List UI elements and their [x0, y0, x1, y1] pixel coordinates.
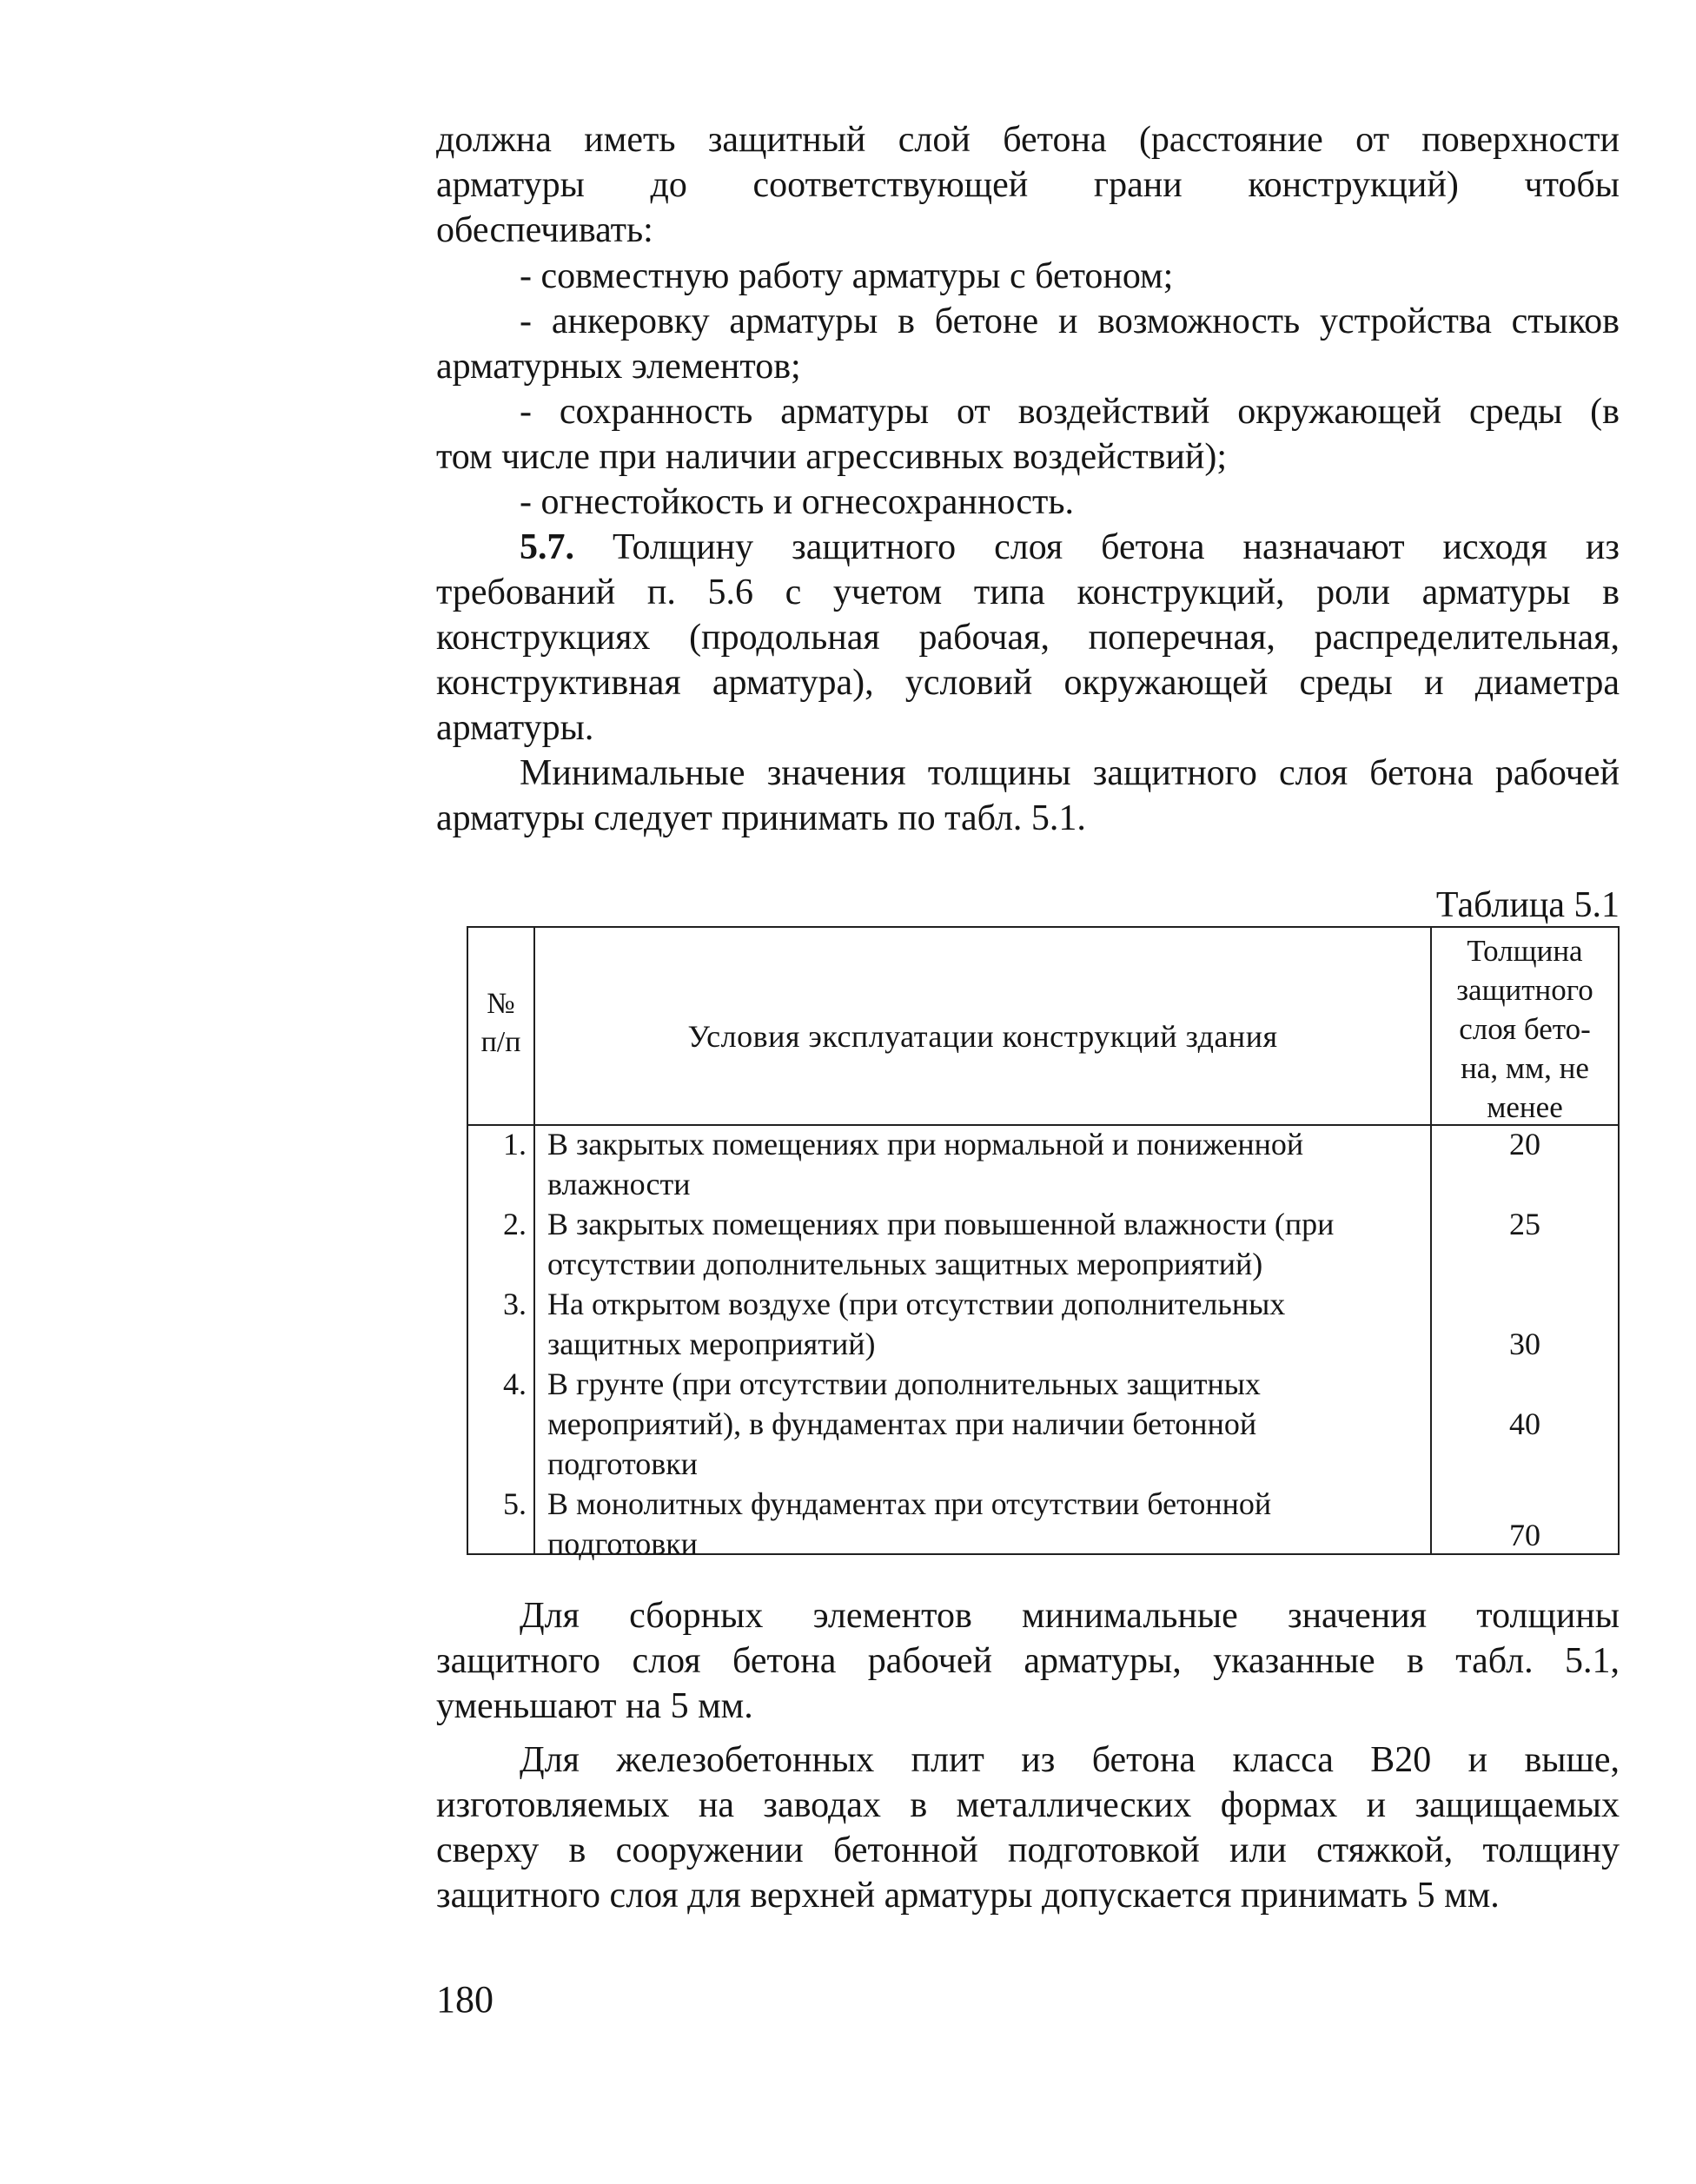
after-table-paragraphs [436, 1593, 1620, 1918]
section-text: Толщину защитного слоя бетона назначают исходя из [612, 527, 1620, 567]
section-number: 5.7. [520, 527, 574, 567]
list-item: - анкеровку арматуры в бетоне и возможность устройства стыков [520, 301, 1620, 341]
row-number: 2. [503, 1207, 527, 1241]
section-5-7-line [436, 525, 1620, 570]
header-number-line: № [487, 988, 515, 1020]
paragraph-line: защитного слоя бетона рабочей арматуры, указанные в табл. 5.1, [436, 1641, 1620, 1681]
min-values-line: арматуры следует принимать по табл. 5.1. [436, 798, 1086, 838]
row-number: 3. [503, 1287, 527, 1321]
row-number: 1. [503, 1127, 527, 1161]
row-condition-line: влажности [547, 1167, 691, 1201]
section-5-7-line: арматуры. [436, 708, 594, 748]
row-condition [535, 1364, 1430, 1484]
header-number-line: п/п [480, 1026, 521, 1058]
row-condition [535, 1284, 1430, 1364]
list-item: - совместную работу арматуры с бетоном; [520, 256, 1174, 296]
section-5-7-line: требований п. 5.6 с учетом типа конструкций, роли арматуры в [436, 572, 1620, 612]
page-number: 180 [436, 1978, 494, 2021]
protective-layer-table [467, 926, 1620, 1561]
intro-line: арматуры до соответствующей грани конструкций) чтобы [436, 165, 1620, 205]
list-item: - сохранность арматуры от воздействий окружающей среды (в [520, 392, 1620, 432]
row-condition-line: В закрытых помещениях при повышенной влажности (при [547, 1207, 1335, 1241]
paragraph-line: сверху в сооружении бетонной подготовкой или стяжкой, толщину [436, 1830, 1620, 1870]
row-thickness: 20 [1509, 1127, 1540, 1161]
paragraph-line: Для сборных элементов минимальные значения толщины [520, 1596, 1620, 1636]
row-condition-line: мероприятий), в фундаментах при наличии бетонной [547, 1406, 1257, 1441]
paragraph-line: изготовляемых на заводах в металлических формах и защищаемых [436, 1785, 1620, 1825]
row-number: 4. [503, 1367, 527, 1401]
paragraph-line: защитного слоя для верхней арматуры допускается принимать 5 мм. [436, 1876, 1500, 1916]
row-thickness: 40 [1509, 1406, 1540, 1441]
header-thickness-line: менее [1487, 1090, 1563, 1124]
row-condition-line: В монолитных фундаментах при отсутствии бетонной [547, 1486, 1272, 1521]
header-number [468, 985, 533, 1062]
header-thickness-line: слоя бето- [1459, 1012, 1591, 1046]
header-conditions: Условия эксплуатации конструкций здания [687, 1019, 1278, 1054]
row-condition-line: отсутствии дополнительных защитных мероприятий) [547, 1247, 1263, 1281]
row-thickness: 30 [1509, 1327, 1540, 1361]
intro-line: обеспечивать: [436, 210, 653, 250]
paragraph-line: уменьшают на 5 мм. [436, 1686, 753, 1726]
row-condition-line: подготовки [547, 1526, 698, 1561]
section-5-7-line: конструктивная арматура), условий окружающей среды и диаметра [436, 663, 1620, 703]
header-thickness-line: защитного [1456, 973, 1593, 1007]
row-condition-line: На открытом воздухе (при отсутствии дополнительных [547, 1287, 1286, 1321]
list-item-continuation: арматурных элементов; [436, 347, 801, 387]
intro-paragraph [436, 117, 1620, 253]
paragraph-line: Для железобетонных плит из бетона класса В20 и выше, [520, 1740, 1620, 1780]
list-item-continuation: том числе при наличии агрессивных воздействий); [436, 437, 1228, 477]
row-condition-line: подготовки [547, 1446, 698, 1481]
intro-line: должна иметь защитный слой бетона (расстояние от поверхности [436, 120, 1620, 160]
row-condition-line: В закрытых помещениях при нормальной и пониженной [547, 1127, 1304, 1161]
header-thickness-line: Толщина [1467, 934, 1583, 968]
table-caption: Таблица 5.1 [1435, 885, 1620, 925]
header-thickness-line: на, мм, не [1461, 1051, 1589, 1085]
row-thickness: 70 [1509, 1518, 1540, 1552]
min-values-line: Минимальные значения толщины защитного слоя бетона рабочей [520, 753, 1620, 793]
header-thickness [1432, 931, 1618, 1127]
row-thickness: 25 [1509, 1207, 1540, 1241]
row-condition [535, 1124, 1430, 1204]
row-condition-line: В грунте (при отсутствии дополнительных защитных [547, 1367, 1261, 1401]
row-number: 5. [503, 1486, 527, 1521]
row-condition-line: защитных мероприятий) [547, 1327, 876, 1361]
list-item: - огнестойкость и огнесохранность. [520, 482, 1075, 522]
row-condition [535, 1484, 1430, 1564]
section-5-7-line: конструкциях (продольная рабочая, поперечная, распределительная, [436, 618, 1620, 658]
requirements-list [436, 254, 1620, 841]
row-condition [535, 1204, 1430, 1284]
